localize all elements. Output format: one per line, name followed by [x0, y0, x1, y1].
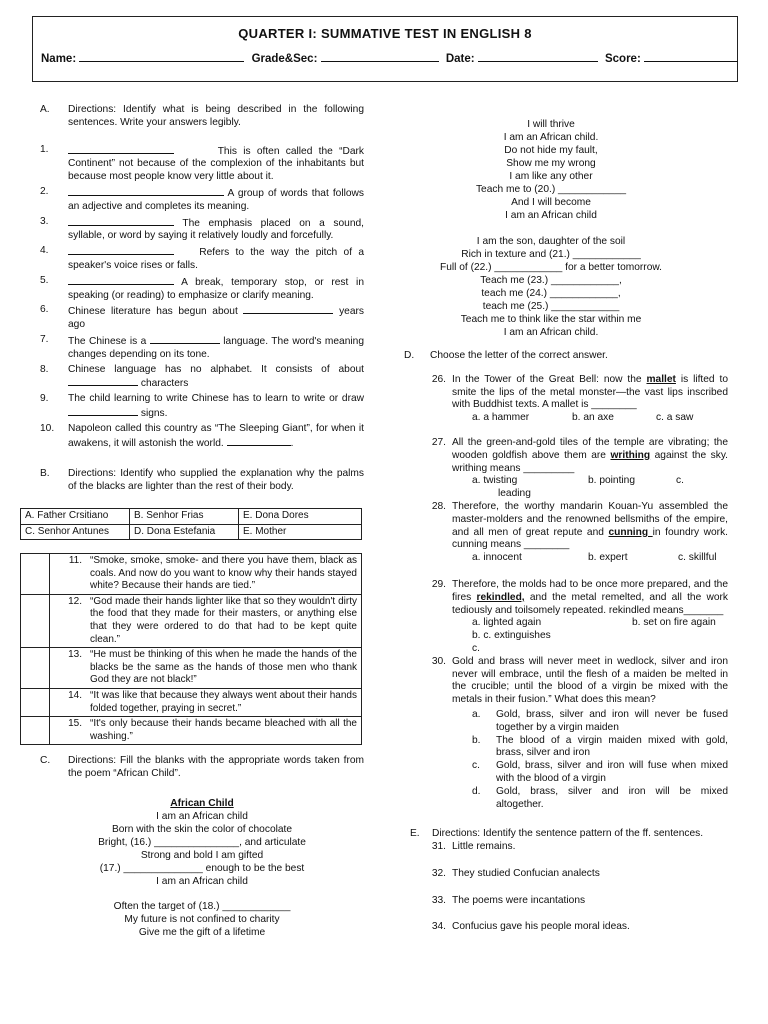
question-text: The emphasis placed on a sound, syllable, or word by saying it relatively loudly and forcefully. [68, 217, 364, 242]
option-text: Gold, brass, silver and iron will never be fused together by a virgin maiden [496, 708, 728, 733]
question-number: 32. [431, 867, 446, 879]
section-a-label: A. [40, 104, 50, 115]
option-c[interactable]: c. skillful [678, 552, 717, 564]
test-title: QUARTER I: SUMMATIVE TEST IN ENGLISH 8 [238, 26, 532, 41]
option-letter: d. [472, 785, 481, 797]
poem-line: I am an African child [505, 210, 597, 221]
option-letter: a. [472, 708, 481, 720]
question-29 [404, 579, 728, 617]
question-text: All the green-and-gold tiles of the temple are vibrating; the wooden goldfish above them are [452, 436, 728, 461]
choice-cell: A. Father Crsitiano [21, 508, 130, 524]
question-32 [404, 868, 728, 881]
options-28 [404, 552, 728, 565]
question-number: 27. [431, 436, 446, 448]
left-column [25, 104, 365, 939]
poem-line: I am an African child [156, 811, 248, 823]
answer-blank[interactable] [68, 245, 174, 255]
student-info-fields [41, 52, 729, 65]
option-letter: c. [472, 760, 480, 772]
date-field[interactable] [478, 52, 598, 62]
question-text: Napoleon called this country as “The Sleeping Giant”, for when it awakens, it will astonish the world. [68, 422, 364, 449]
section-e-directions [410, 828, 728, 841]
section-b-choices-table [20, 508, 362, 540]
option-a[interactable]: a. twisting [472, 475, 518, 487]
question-text: They studied Confucian analects [452, 867, 600, 879]
poem-line: I am an African child. [503, 132, 599, 143]
section-a-directions [40, 104, 364, 130]
answer-blank[interactable] [68, 406, 138, 416]
question-8 [40, 364, 364, 392]
poem-line: Full of (22.) ____________ for a better tomorrow. [440, 262, 662, 273]
poem-line: I am an African child [156, 876, 248, 888]
test-header [32, 16, 738, 82]
question-text: “He must be thinking of this when he made the hands of the blacks be the same as the hands of those men who thank God they are not black!” [86, 648, 362, 689]
question-number: 15. [50, 717, 87, 745]
table-row [21, 594, 362, 647]
option-a[interactable]: a. lighted again [472, 617, 542, 629]
question-text: This is often called the “Dark Continent” not because of the complexion of the inhabitants but because most people know very little about it. [68, 145, 364, 183]
section-a-text: Directions: Identify what is being described in the following sentences. Write your answers legibly. [68, 104, 364, 128]
options-27 [404, 475, 728, 488]
poem-line: (17.) ______________ enough to be the best [99, 863, 305, 875]
option-b[interactable]: b. pointing [588, 475, 636, 487]
section-e-text: Directions: Identify the sentence pattern of the ff. sentences. [432, 828, 704, 840]
question-number: 6. [40, 304, 49, 316]
question-28 [404, 501, 728, 552]
section-c-directions [40, 755, 364, 781]
table-row [21, 717, 362, 745]
answer-blank[interactable] [68, 216, 174, 226]
question-text: Therefore, the worthy mandarin Kouan-Yu assembled the master-molders and the renowned bellsmiths of the empire, and all men of great repute and [452, 500, 728, 538]
question-text: Chinese literature has begun about [68, 306, 238, 318]
key-word: cunning [608, 526, 653, 538]
option-c[interactable]: b. c. extinguishes [472, 630, 551, 642]
choice-cell: B. Senhor Frias [130, 508, 239, 524]
answer-blank[interactable] [227, 436, 291, 446]
section-c-label: C. [40, 755, 51, 767]
question-text: “God made their hands lighter like that so they wouldn't dirty the food that they made for their masters, or anything else that they were ordered to do that had to be kept quite clean.” [86, 594, 362, 647]
choice-cell: E. Dona Dores [239, 508, 362, 524]
question-number: 4. [40, 245, 49, 257]
question-text: Therefore, the molds had to be once more prepared, and the fires [452, 578, 728, 603]
poem-line: Strong and bold I am gifted [140, 850, 264, 862]
question-number: 7. [40, 333, 49, 345]
question-text: The poems were incantations [452, 894, 586, 906]
poem-line: Rich in texture and (21.) ____________ [461, 249, 641, 260]
options-27-cont [404, 488, 728, 501]
poem-line: I am an African child. [503, 327, 599, 338]
answer-cell[interactable] [21, 554, 50, 595]
option-30c[interactable] [404, 760, 728, 786]
grade-field[interactable] [321, 52, 439, 62]
question-text: Refers to the way the pitch of a speaker's voice rises or falls. [68, 247, 365, 271]
section-b-questions-table [20, 553, 362, 745]
question-1 [40, 144, 364, 184]
question-number: 14. [50, 689, 87, 717]
poem-line: My future is not confined to charity [124, 914, 280, 926]
poem-line: And I will become [511, 197, 591, 208]
question-text-end: in foundry work. cunning means ________ [452, 526, 728, 551]
question-text: Little remains. [452, 841, 516, 853]
option-b[interactable]: b. set on fire again [632, 617, 716, 629]
poem-line: I am like any other [509, 171, 593, 182]
question-text: “It was like that because they always went about their hands folded together, praying in secret.” [86, 689, 362, 717]
question-9 [40, 393, 364, 421]
option-b[interactable]: b. expert [588, 552, 628, 564]
question-text-end: is lifted to smite the lips of the metal monster—the vast lips inscribed with Buddhist texts. A mallet is ________ [452, 373, 728, 411]
name-label: Name: [41, 53, 77, 65]
section-d-directions [404, 350, 728, 363]
key-word: writhing [610, 449, 651, 461]
question-number: 34. [431, 921, 446, 933]
section-b-directions [40, 468, 364, 494]
question-text: The child learning to write Chinese has to learn to write or draw [68, 393, 364, 405]
answer-blank[interactable] [68, 376, 138, 386]
question-number: 28. [431, 500, 446, 512]
choice-cell: D. Dona Estefania [130, 524, 239, 540]
question-number: 9. [40, 393, 49, 405]
poem-line: Born with the skin the color of chocolate [111, 824, 293, 836]
poem-line: I am the son, daughter of the soil [476, 236, 626, 247]
question-text: “Smoke, smoke, smoke- and there you have them, black as coals. And now do you want to know why their hands stayed white? Because their hands are tied.” [86, 554, 362, 595]
question-number: 3. [40, 215, 49, 227]
option-c[interactable]: c. a saw [656, 412, 694, 424]
section-c-text: Directions: Fill the blanks with the appropriate words taken from the poem “African Child”. [68, 755, 364, 780]
question-text: A break, temporary stop, or rest in speaking (or reading) to emphasize or clarify meaning. [68, 276, 364, 301]
grade-label: Grade&Sec: [251, 53, 318, 65]
question-number: 13. [50, 648, 87, 689]
option-letter: b. [472, 734, 481, 746]
question-2 [40, 186, 364, 214]
question-number: 10. [40, 422, 55, 434]
poem-line: Teach me to (20.) ____________ [475, 184, 627, 195]
question-30 [404, 656, 728, 707]
key-word: mallet [646, 373, 676, 385]
section-b-label: B. [40, 468, 50, 480]
question-text: Gold and brass will never meet in wedlock, silver and iron never will embrace, until the flesh of a maiden be melted in the crucible; until the blood of a virgin be mixed with the metals in their fusion.” What does this mean? [452, 655, 728, 706]
question-27 [404, 437, 728, 475]
question-3 [40, 216, 364, 244]
question-number: 33. [431, 894, 446, 906]
poem-line: Teach me to think like the star within me [460, 314, 642, 325]
right-column [404, 118, 728, 934]
question-34 [404, 921, 728, 934]
question-text-end: against the sky. writhing means _________ [452, 449, 729, 474]
question-number: 26. [431, 373, 446, 385]
question-31 [404, 841, 728, 854]
choice-cell: C. Senhor Antunes [21, 524, 130, 540]
option-c[interactable]: c. [676, 475, 684, 487]
poem-line: teach me (24.) ____________, [481, 288, 621, 299]
question-text-end: characters [140, 378, 189, 390]
answer-cell[interactable] [21, 594, 50, 647]
options-29 [404, 617, 728, 630]
poem-title: African Child [170, 798, 234, 810]
question-text: The Chinese is a [68, 335, 147, 347]
question-text-end: signs. [140, 407, 168, 419]
question-text-end: years ago [68, 306, 364, 331]
question-5 [40, 275, 364, 303]
option-text: Gold, brass, silver and iron will fuse when mixed with the blood of a virgin [496, 760, 728, 784]
question-text-end: and the metal remelted, and all the work tediously and toilsomely repeated. rekindled means_______ [452, 591, 728, 616]
option-text: The blood of a virgin maiden mixed with gold, brass, silver and iron [496, 734, 728, 759]
poem-line: Show me my wrong [506, 158, 596, 169]
answer-blank[interactable] [68, 275, 174, 285]
poem-line: Give me the gift of a lifetime [138, 927, 266, 939]
section-d-label: D. [404, 350, 415, 361]
option-30a[interactable] [404, 709, 728, 735]
table-row [21, 554, 362, 595]
question-number: 8. [40, 363, 49, 375]
table-row [21, 648, 362, 689]
section-b-text: Directions: Identify who supplied the explanation why the palms of the blacks are lighter than the rest of their body. [68, 468, 364, 493]
option-b[interactable]: b. an axe [572, 412, 614, 424]
option-a[interactable]: a. a hammer [472, 412, 530, 424]
question-number: 30. [431, 655, 446, 667]
question-7 [40, 334, 364, 362]
answer-blank[interactable] [68, 186, 224, 196]
answer-cell[interactable] [21, 717, 50, 745]
question-text: A group of words that follows an adjective and completes its meaning. [68, 187, 364, 212]
options-29-c [404, 643, 728, 656]
question-text: In the Tower of the Great Bell: now the [452, 373, 647, 385]
poem-line: teach me (25.) ____________ [482, 301, 620, 312]
question-number: 29. [431, 578, 446, 590]
question-text: Confucius gave his people moral ideas. [452, 921, 630, 933]
section-e-label: E. [410, 828, 420, 840]
poem-part-2 [374, 118, 728, 339]
poem-line: Do not hide my fault, [504, 145, 598, 156]
option-d[interactable]: c. [472, 642, 480, 654]
question-text: Chinese language has no alphabet. It consists of about [68, 363, 364, 375]
answer-blank[interactable] [243, 304, 333, 314]
choice-cell: E. Mother [239, 524, 362, 540]
poem-line: Often the target of (18.) ____________ [113, 901, 291, 913]
question-6 [40, 304, 364, 332]
option-text: Gold, brass, silver and iron will be mixed altogether. [496, 785, 728, 810]
poem-line: I will thrive [527, 119, 575, 130]
question-text-end: language. The word's meaning changes depending on its tone. [68, 335, 364, 360]
options-29-b [404, 630, 728, 643]
option-30d[interactable] [404, 786, 728, 812]
poem-part-1 [40, 797, 364, 939]
question-number: 5. [40, 274, 49, 286]
options-26 [404, 412, 728, 425]
question-26 [404, 374, 728, 412]
question-number: 31. [431, 841, 446, 853]
option-30b[interactable] [404, 735, 728, 761]
question-number: 11. [50, 554, 87, 595]
question-number: 1. [40, 143, 49, 155]
answer-cell[interactable] [21, 689, 50, 717]
table-row [21, 689, 362, 717]
question-4 [40, 245, 364, 273]
key-word: rekindled, [476, 591, 525, 603]
poem-line: Teach me (23.) ____________, [480, 275, 622, 286]
question-number: 2. [40, 185, 49, 197]
answer-blank[interactable] [150, 334, 220, 344]
section-d-text: Choose the letter of the correct answer. [430, 350, 608, 361]
question-10: 10. Napoleon called this country as “The Sleeping Giant”, for when it awakens, it will astonish the world. . [40, 422, 364, 449]
question-number: 12. [50, 594, 87, 647]
poem-line: Bright, (16.) _______________, and articulate [98, 837, 306, 849]
score-label: Score: [604, 53, 641, 65]
score-field[interactable] [644, 52, 738, 62]
answer-blank[interactable] [68, 144, 174, 154]
answer-cell[interactable] [21, 648, 50, 689]
option-c-text: leading [498, 488, 531, 500]
date-label: Date: [445, 53, 475, 65]
name-field[interactable] [79, 52, 244, 62]
question-text: “It's only because their hands became bleached with all the washing.” [86, 717, 362, 745]
option-a[interactable]: a. innocent [472, 552, 522, 564]
question-33 [404, 895, 728, 908]
